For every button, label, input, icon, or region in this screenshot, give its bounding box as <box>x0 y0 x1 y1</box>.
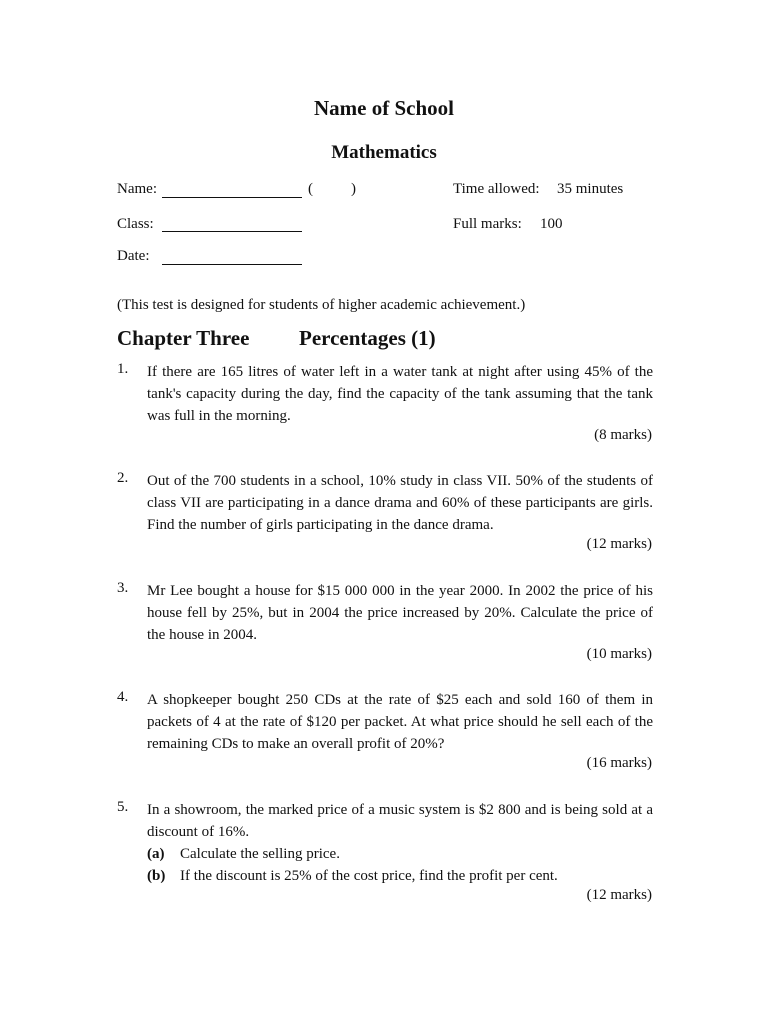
question-5-part-b <box>147 865 653 887</box>
class-label: Class: <box>117 216 154 232</box>
name-blank[interactable] <box>162 197 302 198</box>
question-5-text <box>147 799 653 887</box>
full-marks-label: Full marks: <box>453 216 522 232</box>
question-4-text: A shopkeeper bought 250 CDs at the rate of $25 each and sold 160 of them in packets of 4 at the rate of $120 per packet. At what price should he sell each of the remaining CDs to make an overall profit of 20%? <box>147 692 653 752</box>
name-label: Name: <box>117 181 157 197</box>
date-label: Date: <box>117 248 150 264</box>
class-blank[interactable] <box>162 231 302 232</box>
question-1-number: 1. <box>117 361 129 377</box>
question-1-marks: (8 marks) <box>594 427 652 443</box>
question-2-number: 2. <box>117 470 129 486</box>
question-2-text: Out of the 700 students in a school, 10% study in class VII. 50% of the students of class VII are participating in a dance drama and 60% of these participants are girls. Find the number of girls participating in the dance drama. <box>147 473 653 533</box>
question-4-number: 4. <box>117 689 129 705</box>
part-b-text: If the discount is 25% of the cost price, find the profit per cent. <box>180 868 558 884</box>
part-a-label: (a) <box>147 846 165 862</box>
chapter-title: Percentages (1) <box>299 326 436 350</box>
chapter-number: Chapter Three <box>117 326 250 350</box>
name-close-paren: ) <box>351 181 356 197</box>
question-3-marks: (10 marks) <box>586 646 652 662</box>
question-2-marks: (12 marks) <box>586 536 652 552</box>
question-3-text: Mr Lee bought a house for $15 000 000 in the year 2000. In 2002 the price of his house fell by 25%, but in 2004 the price increased by 20%. Calculate the price of the house in 2004. <box>147 583 653 643</box>
date-blank[interactable] <box>162 264 302 265</box>
question-5-marks: (12 marks) <box>586 887 652 903</box>
question-1-text: If there are 165 litres of water left in a water tank at night after using 45% of the tank's capacity during the day, find the capacity of the tank assuming that the tank was full in the morning. <box>147 364 653 424</box>
time-allowed-value: 35 minutes <box>557 181 624 197</box>
question-3-number: 3. <box>117 580 129 596</box>
part-b-label: (b) <box>147 868 166 884</box>
part-a-text: Calculate the selling price. <box>180 846 340 862</box>
school-name: Name of School <box>314 96 454 120</box>
time-allowed-label: Time allowed: <box>453 181 540 197</box>
test-note: (This test is designed for students of higher academic achievement.) <box>117 297 526 313</box>
full-marks-value: 100 <box>540 216 563 232</box>
question-4-marks: (16 marks) <box>586 755 652 771</box>
question-5-part-a <box>147 843 653 865</box>
name-open-paren: ( <box>308 181 313 197</box>
question-5-stem: In a showroom, the marked price of a music system is $2 800 and is being sold at a discount of 16%. <box>147 802 653 840</box>
subject-title: Mathematics <box>331 142 437 163</box>
question-5-number: 5. <box>117 799 129 815</box>
